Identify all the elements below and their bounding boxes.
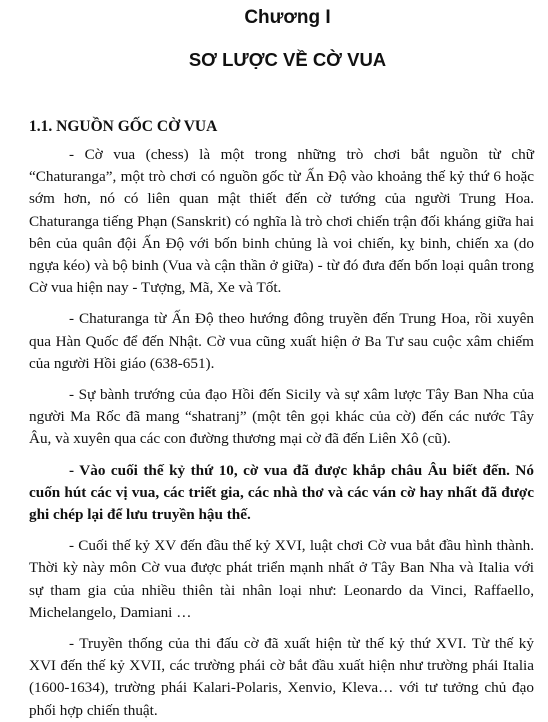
section-heading: 1.1. NGUỒN GỐC CỜ VUA [29,118,218,135]
body-text [29,144,534,722]
chapter-label: Chương I [244,7,331,28]
paragraph-spread-west: - Sự bành trướng của đạo Hồi đến Sicily và sự xâm lược Tây Ban Nha của người Ma Rốc đã mang “shatranj” (một tên gọi khác của cờ) đến các nước Tây Âu, và xuyên qua các con đường thương mại cờ đã đến Liên Xô (cũ). [29,386,534,448]
paragraph-spread-east: - Chaturanga từ Ấn Độ theo hướng đông truyền đến Trung Hoa, rồi xuyên qua Hàn Quốc để đến Nhật. Cờ vua cũng xuất hiện ở Ba Tư sau cuộc xâm chiếm của người Hồi giáo (638-651). [29,310,534,372]
paragraph-tenth-century: - Vào cuối thế kỷ thứ 10, cờ vua đã được khắp châu Âu biết đến. Nó cuốn hút các vị vua, các triết gia, các nhà thơ và các ván cờ hay nhất đã được ghi chép lại để lưu truyền hậu thế. [29,461,534,524]
chapter-title: SƠ LƯỢC VỀ CỜ VUA [188,49,387,70]
paragraph-origin-chaturanga: - Cờ vua (chess) là một trong những trò chơi bắt nguồn từ chữ “Chaturanga”, một trò chơi có nguồn gốc từ Ấn Độ vào khoảng thế kỷ thứ 6 hoặc sớm hơn, nó có liên quan mật thiết đến cờ tướng của người Trung Hoa. Chaturanga tiếng Phạn (Sanskrit) có nghĩa là trò chơi chiến trận đối kháng giữa hai bên của quân đội Ấn Độ với bốn binh chủng là voi chiến, kỵ binh, chiến xa (do ngựa kéo) và bộ binh (Vua và cận thần ở giữa) - từ đó đưa đến bốn loại quân trong Cờ vua hiện nay - Tượng, Mã, Xe và Tốt. [29,146,534,297]
paragraph-fifteenth-century: - Cuối thế kỷ XV đến đầu thế kỷ XVI, luật chơi Cờ vua bắt đầu hình thành. Thời kỳ này môn Cờ vua được phát triển mạnh nhất ở Tây Ban Nha và Italia với sự tham gia của nhiều thiên tài nhân loại như: Leonardo da Vinci, Raffaello, Michelangelo, Damiani … [29,537,534,621]
paragraph-competition-tradition: - Truyền thống của thi đấu cờ đã xuất hiện từ thế kỷ thứ XVI. Từ thế kỷ XVI đến thế kỷ XVII, các trường phái cờ bắt đầu xuất hiện như trường phái Italia (1600-1634), trường phái Kalari-Polaris, Xenvio, Kleva… với tư tưởng chủ đạo phối hợp chiến thuật. [29,635,534,719]
